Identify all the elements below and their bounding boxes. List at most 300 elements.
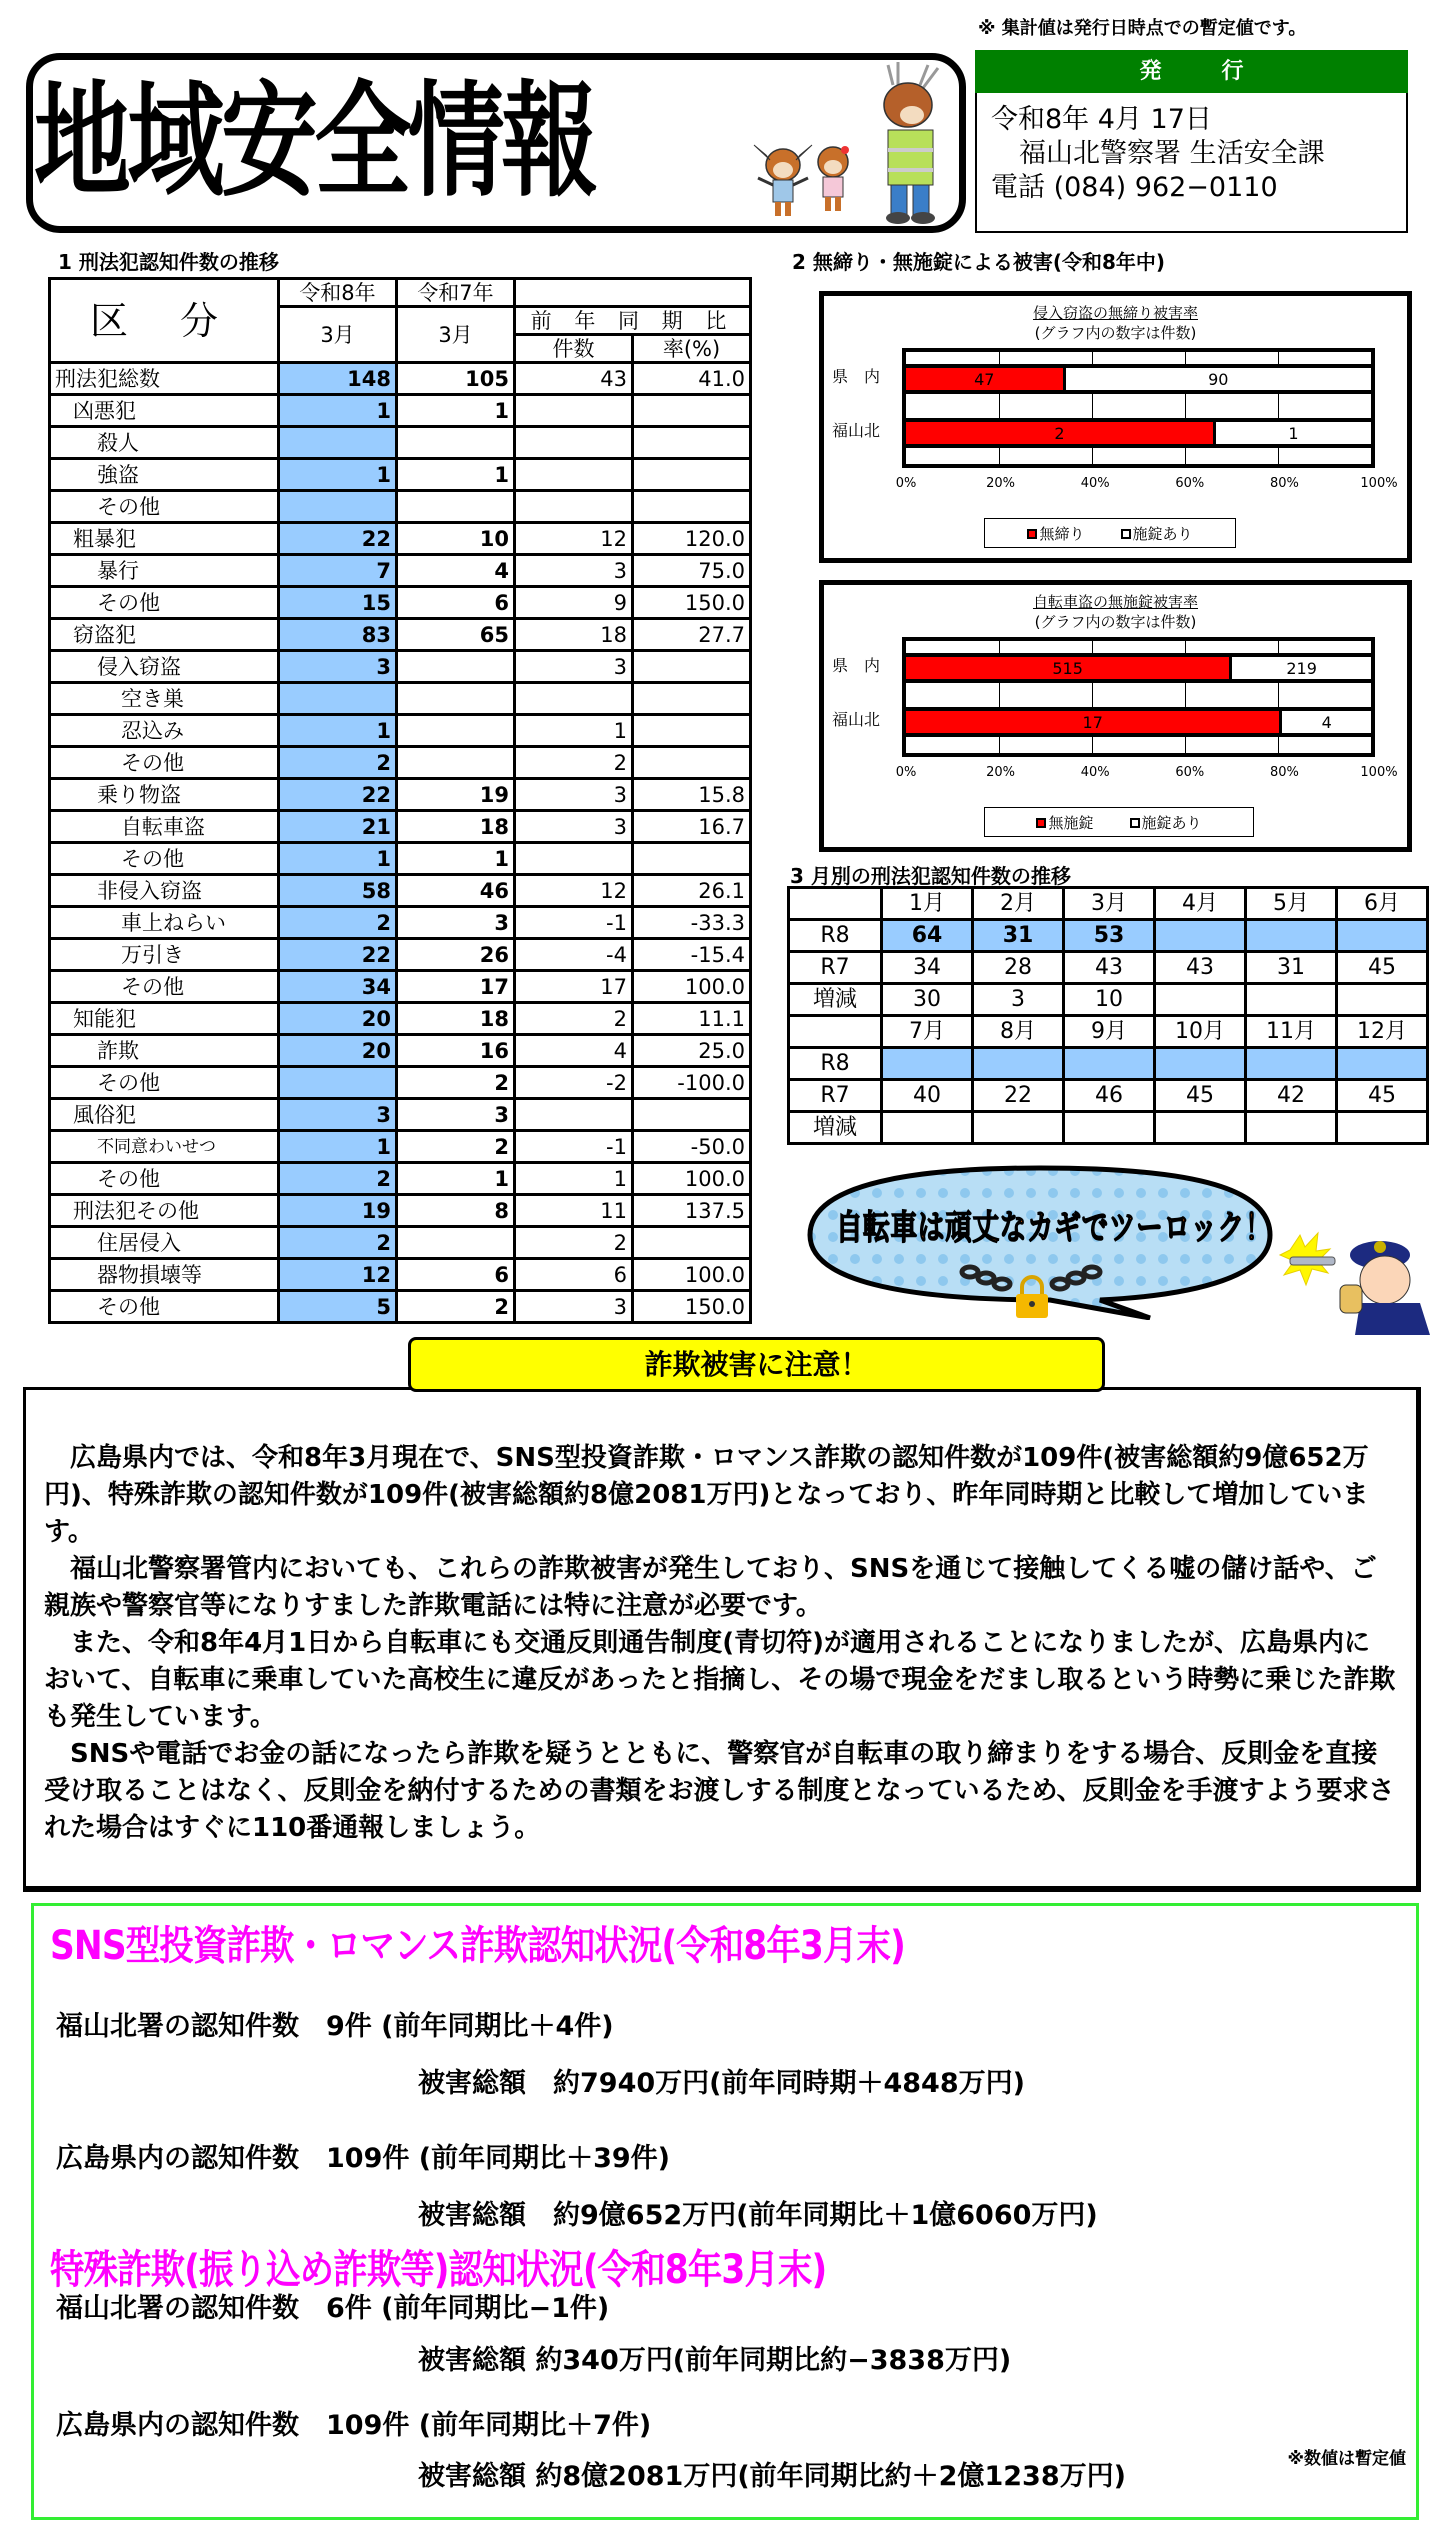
issue-label: 発行 — [975, 50, 1408, 93]
warning-paragraph: 福山北警察署管内においても、これらの詐欺被害が発生しており、SNSを通じて接触してくる嘘の儲け話や、ご親族や警察官等になりすました詐欺電話には特に注意が必要です。 — [44, 1554, 1377, 1621]
count-header: 件数 — [515, 335, 633, 363]
special-pref-damage: 被害総額 約8億2081万円(前年同期比約＋2億1238万円) — [418, 2461, 1126, 2492]
diff-count: 2 — [515, 747, 633, 779]
bar-segment-施錠あり: 90 — [1066, 368, 1371, 390]
table-row — [50, 1035, 751, 1067]
diff-row-cell: 3 — [973, 984, 1064, 1016]
legend-item — [1027, 523, 1084, 544]
row-label: 粗暴犯 — [50, 523, 279, 555]
diff-row — [789, 984, 1428, 1016]
r8-row-cell — [1246, 920, 1337, 952]
warning-paragraph: SNSや電話でお金の話になったら詐欺を疑うとともに、警察官が自転車の取り締まりをする場合、反則金を直接受け取ることはなく、反則金を納付するための書類をお渡しする制度となっているため、反則金を手渡すよう要求された場合はすぐに110番通報しましょう。 — [44, 1739, 1395, 1843]
diff-count — [515, 1099, 633, 1131]
crime-count-table — [48, 277, 752, 1324]
x-tick-label: 60% — [1175, 765, 1205, 780]
diff-count: 3 — [515, 811, 633, 843]
row-label: 車上ねらい — [50, 907, 279, 939]
count-r8: 2 — [279, 907, 397, 939]
year-r7-header: 令和7年 — [397, 279, 515, 307]
count-r7: 8 — [397, 1195, 515, 1227]
count-r8: 22 — [279, 939, 397, 971]
diff-count: 2 — [515, 1003, 633, 1035]
diff-count: 2 — [515, 1227, 633, 1259]
row-label: その他 — [50, 971, 279, 1003]
bar-segment-施錠あり: 4 — [1282, 711, 1371, 733]
sns-pref-damage: 被害総額 約9億652万円(前年同期比＋1億6060万円) — [418, 2200, 1098, 2231]
table-row — [50, 459, 751, 491]
month-r7-header: 3月 — [397, 307, 515, 363]
row-label: 風俗犯 — [50, 1099, 279, 1131]
diff-row-cell — [1246, 984, 1337, 1016]
diff-rate — [633, 1227, 751, 1259]
count-r7 — [397, 651, 515, 683]
special-pref-count: 広島県内の認知件数 109件 (前年同期比＋7件) — [56, 2410, 652, 2441]
bar-segment-無締り: 47 — [906, 368, 1066, 390]
diff-count — [515, 459, 633, 491]
sns-pref-count: 広島県内の認知件数 109件 (前年同期比＋39件) — [56, 2143, 671, 2174]
bar-segment-施錠あり: 1 — [1216, 422, 1371, 444]
count-r7: 26 — [397, 939, 515, 971]
table-row — [50, 811, 751, 843]
count-r8: 7 — [279, 555, 397, 587]
table-row — [50, 747, 751, 779]
row-header: 増減 — [789, 984, 882, 1016]
comparison-header-blank — [515, 279, 751, 307]
stacked-bar — [906, 653, 1371, 683]
count-r7 — [397, 427, 515, 459]
x-tick-label: 0% — [895, 765, 917, 780]
row-header: R8 — [789, 1048, 882, 1080]
row-label: 乗り物盗 — [50, 779, 279, 811]
table-row — [50, 1067, 751, 1099]
diff-count: 43 — [515, 363, 633, 395]
table-row — [50, 683, 751, 715]
table-row — [50, 587, 751, 619]
monthly-count-table — [787, 886, 1429, 1145]
bar-segment-無施錠: 17 — [906, 711, 1282, 733]
count-r8: 58 — [279, 875, 397, 907]
count-r8: 20 — [279, 1035, 397, 1067]
count-r7: 16 — [397, 1035, 515, 1067]
count-r7 — [397, 683, 515, 715]
table-row — [50, 939, 751, 971]
diff-rate — [633, 427, 751, 459]
row-label: 窃盗犯 — [50, 619, 279, 651]
diff-count — [515, 843, 633, 875]
x-tick-label: 40% — [1080, 765, 1110, 780]
section1-heading: 1 刑法犯認知件数の推移 — [58, 250, 279, 274]
count-r7: 6 — [397, 1259, 515, 1291]
chart-bicycle-unlocked — [819, 580, 1412, 852]
plot-area — [902, 637, 1375, 757]
count-r7 — [397, 747, 515, 779]
diff-count: -2 — [515, 1067, 633, 1099]
row-header — [789, 1016, 882, 1048]
r8-row-cell — [1337, 1048, 1428, 1080]
chart-subtitle: (グラフ内の数字は件数) — [1034, 613, 1197, 631]
row-label: 非侵入窃盗 — [50, 875, 279, 907]
diff-row — [789, 1112, 1428, 1144]
month-header-row-cell: 11月 — [1246, 1016, 1337, 1048]
diff-count — [515, 683, 633, 715]
count-r7: 10 — [397, 523, 515, 555]
table-row — [50, 779, 751, 811]
legend-label: 無締り — [1039, 524, 1085, 543]
phone: 電話 (084) 962−0110 — [991, 172, 1278, 203]
table-row — [50, 1131, 751, 1163]
count-r7: 19 — [397, 779, 515, 811]
row-header: R7 — [789, 952, 882, 984]
row-label: その他 — [50, 491, 279, 523]
stacked-bar — [906, 364, 1371, 394]
diff-count: 6 — [515, 1259, 633, 1291]
row-label: 器物損壊等 — [50, 1259, 279, 1291]
diff-count: 3 — [515, 1291, 633, 1323]
row-label: その他 — [50, 1067, 279, 1099]
section3-heading: 3 月別の刑法犯認知件数の推移 — [790, 864, 1071, 888]
r8-row — [789, 920, 1428, 952]
legend-label: 施錠あり — [1141, 813, 1202, 832]
row-label: 万引き — [50, 939, 279, 971]
row-label: その他 — [50, 587, 279, 619]
count-r8: 20 — [279, 1003, 397, 1035]
row-label: 知能犯 — [50, 1003, 279, 1035]
r7-row-cell: 28 — [973, 952, 1064, 984]
x-tick-label: 100% — [1360, 476, 1398, 491]
month-header-row-cell: 10月 — [1155, 1016, 1246, 1048]
count-r7: 1 — [397, 395, 515, 427]
provisional-note: ※ 集計値は発行日時点での暫定値です。 — [978, 18, 1307, 39]
count-r8 — [279, 1067, 397, 1099]
legend-swatch-icon — [1027, 529, 1037, 539]
table-row — [50, 395, 751, 427]
row-label: 不同意わいせつ — [50, 1131, 279, 1163]
issue-date: 令和8年 4月 17日 — [991, 104, 1212, 135]
diff-count: 12 — [515, 523, 633, 555]
diff-rate — [633, 1099, 751, 1131]
table-row — [50, 427, 751, 459]
legend-item — [1121, 523, 1193, 544]
count-r8: 2 — [279, 747, 397, 779]
r7-row-cell: 22 — [973, 1080, 1064, 1112]
provisional-value-note: ※数値は暫定値 — [1287, 2449, 1406, 2469]
r7-row — [789, 1080, 1428, 1112]
count-r7: 1 — [397, 1163, 515, 1195]
count-r7: 18 — [397, 1003, 515, 1035]
row-label: 凶悪犯 — [50, 395, 279, 427]
month-header-row — [789, 1016, 1428, 1048]
r7-row — [789, 952, 1428, 984]
diff-row-cell — [1246, 1112, 1337, 1144]
table-row — [50, 555, 751, 587]
month-header-row — [789, 888, 1428, 920]
diff-count — [515, 395, 633, 427]
diff-rate — [633, 491, 751, 523]
diff-rate: 11.1 — [633, 1003, 751, 1035]
row-header: 増減 — [789, 1112, 882, 1144]
r8-row-cell — [1246, 1048, 1337, 1080]
chart-title: 自転車盗の無施錠被害率 — [1032, 593, 1198, 611]
month-header-row-cell: 6月 — [1337, 888, 1428, 920]
row-header: R8 — [789, 920, 882, 952]
diff-count: 12 — [515, 875, 633, 907]
diff-count: 9 — [515, 587, 633, 619]
diff-rate — [633, 459, 751, 491]
month-header-row-cell: 4月 — [1155, 888, 1246, 920]
row-header — [789, 888, 882, 920]
sns-local-damage: 被害総額 約7940万円(前年同時期＋4848万円) — [418, 2068, 1025, 2099]
diff-row-cell — [973, 1112, 1064, 1144]
count-r8 — [279, 683, 397, 715]
row-label: 刑法犯その他 — [50, 1195, 279, 1227]
r7-row-cell: 45 — [1337, 1080, 1428, 1112]
row-label: 忍込み — [50, 715, 279, 747]
count-r7: 4 — [397, 555, 515, 587]
diff-rate — [633, 683, 751, 715]
month-header-row-cell: 7月 — [882, 1016, 973, 1048]
count-r8: 15 — [279, 587, 397, 619]
table-row — [50, 907, 751, 939]
diff-count: 1 — [515, 715, 633, 747]
special-local-damage: 被害総額 約340万円(前年同期比約−3838万円) — [418, 2345, 1012, 2376]
diff-row-cell — [1337, 984, 1428, 1016]
count-r7: 2 — [397, 1131, 515, 1163]
count-r8: 2 — [279, 1227, 397, 1259]
month-header-row-cell: 12月 — [1337, 1016, 1428, 1048]
diff-rate: 100.0 — [633, 971, 751, 1003]
diff-count — [515, 491, 633, 523]
bar-segment-無施錠: 515 — [906, 657, 1232, 679]
r8-row-cell — [1064, 1048, 1155, 1080]
small-deer-1-icon — [754, 145, 812, 216]
fraud-warning-label: 詐欺被害に注意！ — [408, 1337, 1105, 1392]
count-r7: 1 — [397, 843, 515, 875]
count-r8: 3 — [279, 1099, 397, 1131]
year-r8-header: 令和8年 — [279, 279, 397, 307]
special-local-count: 福山北署の認知件数 6件 (前年同期比−1件) — [56, 2293, 610, 2324]
diff-rate — [633, 651, 751, 683]
diff-rate — [633, 395, 751, 427]
diff-count: 3 — [515, 555, 633, 587]
count-r7: 1 — [397, 459, 515, 491]
section2-heading: 2 無締り・無施錠による被害(令和8年中) — [792, 250, 1166, 274]
count-r7 — [397, 491, 515, 523]
count-r8 — [279, 491, 397, 523]
count-r8: 1 — [279, 843, 397, 875]
diff-count: -1 — [515, 907, 633, 939]
diff-rate: -15.4 — [633, 939, 751, 971]
x-tick-label: 80% — [1269, 765, 1299, 780]
count-r7: 6 — [397, 587, 515, 619]
count-r8 — [279, 427, 397, 459]
table-row — [50, 491, 751, 523]
diff-rate: 150.0 — [633, 1291, 751, 1323]
small-deer-2-icon — [818, 146, 849, 211]
row-label: 刑法犯総数 — [50, 363, 279, 395]
diff-count: 4 — [515, 1035, 633, 1067]
bar-segment-施錠あり: 219 — [1232, 657, 1371, 679]
row-label: 空き巣 — [50, 683, 279, 715]
legend-swatch-icon — [1036, 818, 1046, 828]
row-label: 自転車盗 — [50, 811, 279, 843]
count-r7: 2 — [397, 1067, 515, 1099]
diff-row-cell — [882, 1112, 973, 1144]
diff-row-cell: 30 — [882, 984, 973, 1016]
table-row — [50, 875, 751, 907]
diff-rate: -50.0 — [633, 1131, 751, 1163]
r7-row-cell: 34 — [882, 952, 973, 984]
count-r7: 2 — [397, 1291, 515, 1323]
diff-row-cell — [1155, 984, 1246, 1016]
diff-row-cell — [1155, 1112, 1246, 1144]
table-row — [50, 1291, 751, 1323]
r8-row — [789, 1048, 1428, 1080]
r7-row-cell: 43 — [1064, 952, 1155, 984]
diff-rate — [633, 843, 751, 875]
chart-burglary-unlocked — [819, 291, 1412, 563]
table-row — [50, 523, 751, 555]
count-r8: 1 — [279, 1131, 397, 1163]
diff-row-cell: 10 — [1064, 984, 1155, 1016]
r7-row-cell: 31 — [1246, 952, 1337, 984]
diff-rate: 25.0 — [633, 1035, 751, 1067]
r8-row-cell — [973, 1048, 1064, 1080]
count-r8: 19 — [279, 1195, 397, 1227]
r8-row-cell: 64 — [882, 920, 973, 952]
x-tick-label: 80% — [1269, 476, 1299, 491]
rate-header: 率(%) — [633, 335, 751, 363]
x-tick-label: 20% — [986, 765, 1016, 780]
special-fraud-title: 特殊詐欺(振り込め詐欺等)認知状況(令和8年3月末) — [50, 2247, 827, 2293]
count-r8: 12 — [279, 1259, 397, 1291]
row-label: 殺人 — [50, 427, 279, 459]
diff-count: 17 — [515, 971, 633, 1003]
diff-rate: 26.1 — [633, 875, 751, 907]
row-label: その他 — [50, 843, 279, 875]
police-officer-with-key-icon — [1270, 1215, 1440, 1335]
chart-legend — [984, 518, 1236, 548]
count-r7: 17 — [397, 971, 515, 1003]
count-r7: 105 — [397, 363, 515, 395]
count-r8: 1 — [279, 395, 397, 427]
diff-rate: 137.5 — [633, 1195, 751, 1227]
issue-info-box — [975, 93, 1408, 233]
row-label: その他 — [50, 747, 279, 779]
fraud-warning-text — [23, 1387, 1421, 1892]
row-header: R7 — [789, 1080, 882, 1112]
count-r8: 22 — [279, 779, 397, 811]
bicycle-lock-slogan: 自転車は頑丈なカギでツーロック！ — [836, 1208, 1273, 1248]
count-r7 — [397, 1227, 515, 1259]
row-label: 暴行 — [50, 555, 279, 587]
legend-label: 施錠あり — [1132, 524, 1193, 543]
table-row — [50, 971, 751, 1003]
category-header: 区 分 — [50, 279, 279, 363]
table-row — [50, 1259, 751, 1291]
row-label: その他 — [50, 1163, 279, 1195]
diff-count: 1 — [515, 1163, 633, 1195]
r8-row-cell: 31 — [973, 920, 1064, 952]
count-r8: 1 — [279, 715, 397, 747]
r7-row-cell: 43 — [1155, 952, 1246, 984]
count-r8: 1 — [279, 459, 397, 491]
r7-row-cell: 42 — [1246, 1080, 1337, 1112]
sns-local-count: 福山北署の認知件数 9件 (前年同期比＋4件) — [56, 2011, 614, 2042]
x-tick-label: 20% — [986, 476, 1016, 491]
r7-row-cell: 40 — [882, 1080, 973, 1112]
diff-rate — [633, 715, 751, 747]
count-r7: 3 — [397, 1099, 515, 1131]
diff-rate: 41.0 — [633, 363, 751, 395]
table-row — [50, 1099, 751, 1131]
diff-rate: 100.0 — [633, 1259, 751, 1291]
category-label: 福山北 — [832, 710, 881, 729]
r8-row-cell — [1155, 1048, 1246, 1080]
row-label: 強盗 — [50, 459, 279, 491]
chart-subtitle: (グラフ内の数字は件数) — [1034, 324, 1197, 342]
month-header-row-cell: 3月 — [1064, 888, 1155, 920]
diff-count: 3 — [515, 651, 633, 683]
chart-legend — [984, 807, 1254, 837]
sns-fraud-title: SNS型投資詐欺・ロマンス詐欺認知状況(令和8年3月末) — [50, 1923, 905, 1969]
r8-row-cell: 53 — [1064, 920, 1155, 952]
warning-paragraph: 広島県内では、令和8年3月現在で、SNS型投資詐欺・ロマンス詐欺の認知件数が109件(被害総額約9億652万円)、特殊詐欺の認知件数が109件(被害総額約8億2081万円)となっており、昨年同時期と比較して増加しています。 — [44, 1443, 1369, 1547]
plot-area — [902, 348, 1375, 468]
x-tick-label: 0% — [895, 476, 917, 491]
count-r7: 3 — [397, 907, 515, 939]
count-r7: 18 — [397, 811, 515, 843]
diff-rate: -33.3 — [633, 907, 751, 939]
stacked-bar — [906, 707, 1371, 737]
row-label: その他 — [50, 1291, 279, 1323]
count-r8: 83 — [279, 619, 397, 651]
page-title: 地域安全情報 — [34, 68, 595, 214]
diff-rate — [633, 747, 751, 779]
deer-mascots-illustration — [748, 60, 958, 228]
table-row — [50, 1003, 751, 1035]
diff-row-cell — [1337, 1112, 1428, 1144]
category-label: 県 内 — [832, 367, 881, 386]
comparison-header: 前 年 同 期 比 — [515, 307, 751, 335]
x-tick-label: 100% — [1360, 765, 1398, 780]
diff-rate: 15.8 — [633, 779, 751, 811]
diff-rate: 16.7 — [633, 811, 751, 843]
diff-rate: 100.0 — [633, 1163, 751, 1195]
diff-rate: 75.0 — [633, 555, 751, 587]
row-label: 侵入窃盗 — [50, 651, 279, 683]
diff-count — [515, 427, 633, 459]
x-tick-label: 40% — [1080, 476, 1110, 491]
count-r8: 22 — [279, 523, 397, 555]
month-header-row-cell: 8月 — [973, 1016, 1064, 1048]
count-r7 — [397, 715, 515, 747]
warning-paragraph: また、令和8年4月1日から自転車にも交通反則通告制度(青切符)が適用されることになりましたが、広島県内において、自転車に乗車していた高校生に違反があったと指摘し、その場で現金をだまし取るという時勢に乗じた詐欺も発生しています。 — [44, 1628, 1396, 1732]
month-header-row-cell: 9月 — [1064, 1016, 1155, 1048]
count-r8: 5 — [279, 1291, 397, 1323]
table-row — [50, 1195, 751, 1227]
table-row — [50, 363, 751, 395]
diff-rate: 120.0 — [633, 523, 751, 555]
count-r7: 46 — [397, 875, 515, 907]
count-r8: 148 — [279, 363, 397, 395]
diff-rate: 27.7 — [633, 619, 751, 651]
category-label: 県 内 — [832, 656, 881, 675]
count-r8: 3 — [279, 651, 397, 683]
count-r8: 34 — [279, 971, 397, 1003]
month-header-row-cell: 5月 — [1246, 888, 1337, 920]
count-r8: 21 — [279, 811, 397, 843]
table-row — [50, 715, 751, 747]
